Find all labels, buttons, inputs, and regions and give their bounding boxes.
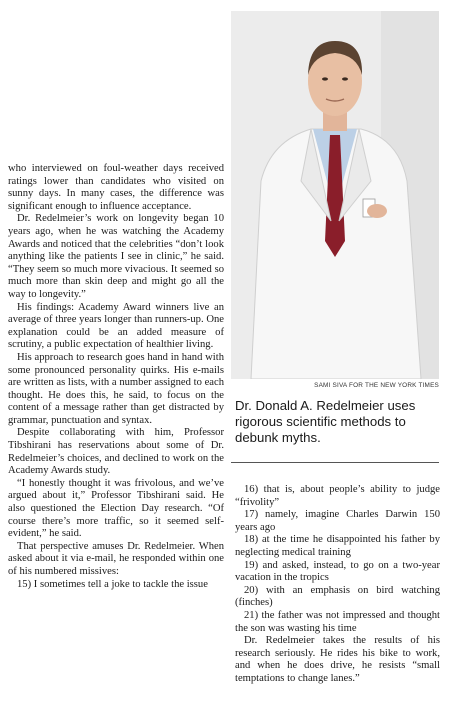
article-paragraph: His approach to research goes hand in hand with some pronounced personality quirks. His e-mails are written as lists, with a number assigned to each thought. He does this, he said, to focus on the content of a message rather than get distracted by grammar, punctuation and syntax. — [8, 351, 224, 426]
article-paragraph: 16) that is, about people’s ability to judge “frivolity” — [235, 484, 440, 508]
article-paragraph: That perspective amuses Dr. Redelmeier. When asked about it via e-mail, he responded within one of his numbered missives: — [8, 540, 224, 577]
article-paragraph: 15) I sometimes tell a joke to tackle the issue — [17, 578, 208, 590]
article-paragraph: 19) and asked, instead, to go on a two-year vacation in the tropics — [235, 559, 440, 584]
photo-credit: SAMI SIVA FOR THE NEW YORK TIMES — [314, 382, 439, 389]
article-paragraph: Dr. Redelmeier takes the results of his research seriously. He rides his bike to work, and when he does drive, he resists “small temptations to change lanes.” — [235, 635, 440, 684]
article-paragraph: who interviewed on foul-weather days received ratings lower than candidates who visited on sunny days. In many cases, the difference was significant enough to influence acceptance. — [8, 163, 224, 212]
article-paragraph: Dr. Redelmeier’s work on longevity began 10 years ago, when he was watching the Academy Awards and noticed that the celebrities “don’t look anything like the patients I see in clinic,” he said. “They seem so much more vivacious. It seemed so much more than skin deep and might go all the way to longevity.” — [8, 213, 224, 300]
article-paragraph: 20) with an emphasis on bird watching (finches) — [235, 584, 440, 609]
article-paragraph: 17) namely, imagine Charles Darwin 150 years ago — [235, 509, 440, 533]
article-paragraph: Despite collaborating with him, Professor Tibshirani has reservations about some of Dr. Redelmeier’s choices, and declined to work on the Academy Awards study. — [8, 427, 224, 477]
caption-divider — [231, 462, 439, 463]
article-paragraph: 21) the father was not impressed and thought the son was wasting his time — [235, 609, 440, 634]
portrait-illustration — [231, 11, 439, 379]
portrait-photo — [231, 11, 439, 379]
photo-caption: Dr. Donald A. Redelmeier uses rigorous scientific methods to debunk myths. — [235, 398, 416, 445]
article-column-right — [235, 484, 440, 686]
article-paragraph: His findings: Academy Award winners live an average of three years longer than runners-up. One explanation could be an added measure of scrutiny, a public expectation of healthier living. — [8, 301, 224, 351]
article-paragraph: “I honestly thought it was frivolous, and we’ve argued about it,” Professor Tibshirani said. He also questioned the Election Day research. “Of course there’s more traffic, so it seemed self-evident,” he said. — [8, 477, 224, 540]
article-paragraph: 18) at the time he disappointed his father by neglecting medical training — [235, 534, 440, 558]
article-column-left — [8, 163, 224, 591]
